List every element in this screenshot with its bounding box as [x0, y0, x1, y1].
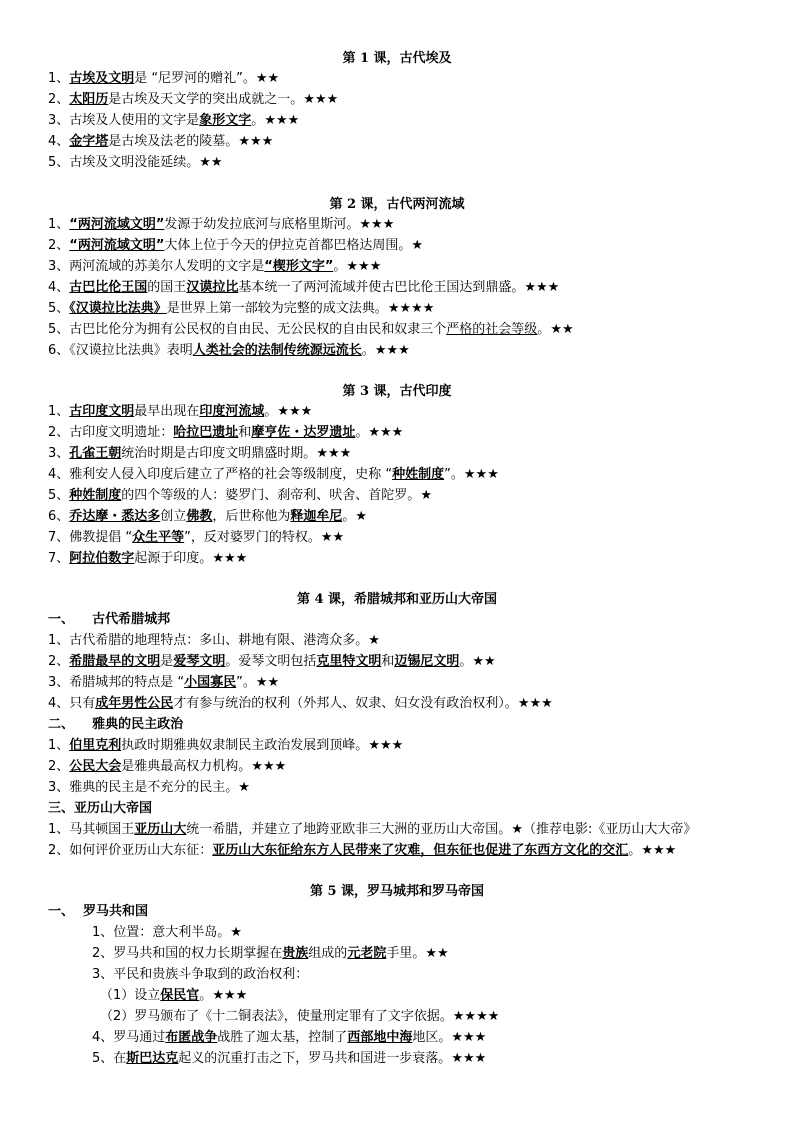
star-rating-icon: ★★★: [346, 259, 382, 274]
line-text: ”，反对婆罗门的特权。: [184, 530, 321, 545]
key-term: 太阳历: [69, 92, 109, 107]
content-line: [48, 424, 403, 442]
line-text: 1、古代希腊的地理特点：多山、耕地有限、港湾众多。: [48, 633, 369, 648]
key-term: 人类社会的法制传统源远流长: [192, 343, 362, 358]
line-text: 4、雅利安人侵入印度后建立了严格的社会等级制度，史称 “: [48, 467, 393, 482]
line-text: （2）罗马颁布了《十二铜表法》，使量刑定罪有了文字依据。: [100, 1009, 453, 1024]
star-rating-icon: ★★★: [264, 113, 300, 128]
star-rating-icon: ★★★: [368, 425, 404, 440]
key-term: 释迦牟尼: [290, 509, 343, 524]
line-text: 。爱琴文明包括: [225, 654, 317, 669]
line-text: 的国王: [147, 280, 187, 295]
line-text: 2、: [48, 238, 70, 253]
content-line: [48, 258, 381, 276]
content-line: [48, 737, 403, 755]
content-line: [92, 945, 449, 963]
line-text: 3、: [48, 446, 70, 461]
line-text: 起义的沉重打击之下，罗马共和国进一步衰落。: [178, 1051, 452, 1066]
key-term: 阿拉伯数字: [69, 551, 135, 566]
line-text: 1、: [48, 71, 70, 86]
content-line: [48, 403, 312, 421]
key-term: 成年男性公民: [95, 696, 174, 711]
content-line: [48, 695, 553, 713]
lesson-title: 第 3 课，古代印度: [342, 384, 452, 399]
key-term: 古巴比伦王国: [69, 280, 148, 295]
line-text: 5、: [48, 488, 70, 503]
content-line: [48, 300, 434, 318]
content-line: [92, 1050, 486, 1068]
content-line: [48, 508, 367, 526]
line-text: 发源于幼发拉底河与底格里斯河。: [164, 217, 360, 232]
line-text: 执政时期雅典奴隶制民主政治发展到顶峰。: [121, 738, 369, 753]
key-term: 《汉谟拉比法典》: [69, 301, 167, 316]
subsection-heading: 一、 罗马共和国: [48, 904, 149, 919]
star-rating-icon: ★★★: [451, 1030, 487, 1045]
star-rating-icon: ★: [355, 509, 368, 524]
subsection-heading: 一、 古代希腊城邦: [48, 612, 171, 627]
key-term: 公民大会: [69, 759, 122, 774]
content-line: [48, 674, 279, 692]
lesson-title: 第 4 课，希腊城邦和亚历山大帝国: [296, 592, 498, 607]
line-text: 1、: [48, 217, 70, 232]
line-text: 。: [199, 988, 213, 1003]
line-text: 。: [333, 259, 347, 274]
content-line: [48, 91, 338, 109]
key-term: “两河流域文明”: [69, 217, 165, 232]
line-text: 1、位置：意大利半岛。: [92, 925, 231, 940]
content-line: [48, 70, 279, 88]
line-text: 和: [381, 654, 395, 669]
content-line: [48, 445, 351, 463]
star-rating-icon: ★★★: [451, 1051, 487, 1066]
key-term: 汉谟拉比: [186, 280, 239, 295]
star-rating-icon: ★★★: [524, 280, 560, 295]
line-text: 3、两河流域的苏美尔人发明的文字是: [48, 259, 265, 274]
line-text: 基本统一了两河流域并使古巴比伦王国达到鼎盛。: [238, 280, 525, 295]
line-text: 2、: [48, 92, 70, 107]
star-rating-icon: ★★★: [463, 467, 499, 482]
content-line: [48, 842, 676, 860]
line-text: 组成的: [308, 946, 348, 961]
content-line: [48, 342, 410, 360]
line-text: 最早出现在: [134, 404, 200, 419]
content-line: [48, 216, 394, 234]
line-text: 是雅典最高权力机构。: [121, 759, 252, 774]
content-line: [48, 800, 152, 818]
line-text: 起源于印度。: [134, 551, 213, 566]
content-line: [92, 924, 242, 942]
key-term: 象形文字: [199, 113, 252, 128]
key-term: 古印度文明: [69, 404, 135, 419]
underlined-term: 严格的社会等级: [446, 322, 538, 337]
line-text: 6、: [48, 509, 70, 524]
star-rating-icon: ★★: [425, 946, 449, 961]
content-line: [48, 611, 170, 629]
content-line: [48, 321, 574, 339]
star-rating-icon: ★★: [255, 71, 280, 86]
content-line: [48, 716, 183, 734]
line-text: 和: [238, 425, 252, 440]
key-term: 斯巴达克: [126, 1051, 179, 1066]
content-line: [92, 1029, 486, 1047]
star-rating-icon: ★★: [550, 322, 574, 337]
content-line: [92, 966, 308, 984]
star-rating-icon: ★★★: [212, 988, 248, 1003]
line-text: 6、《汉谟拉比法典》表明: [48, 343, 193, 358]
star-rating-icon: ★★★: [303, 92, 339, 107]
content-line: [48, 112, 299, 130]
line-text: 统治时期是古印度文明鼎盛时期。: [121, 446, 317, 461]
content-line: [100, 987, 247, 1005]
line-text: 4、罗马通过: [92, 1030, 166, 1045]
line-text: 。: [628, 843, 642, 858]
line-text: 3、雅典的民主是不充分的民主。: [48, 780, 239, 795]
line-text: 。: [251, 113, 265, 128]
key-term: 乔达摩・悉达多: [69, 509, 161, 524]
line-text: ”。: [236, 675, 256, 690]
content-line: [48, 903, 148, 921]
content-line: [48, 758, 286, 776]
line-text: 1、: [48, 404, 70, 419]
star-rating-icon: ★: [511, 822, 523, 837]
star-rating-icon: ★★★: [238, 134, 274, 149]
star-rating-icon: ★★★: [517, 696, 553, 711]
star-rating-icon: ★★★: [374, 343, 410, 358]
line-text: 1、: [48, 738, 70, 753]
content-line: [48, 237, 423, 255]
key-term: 小国寡民: [184, 675, 237, 690]
content-line: [100, 1008, 499, 1026]
line-text: 4、: [48, 280, 70, 295]
star-rating-icon: ★★★★: [387, 301, 435, 316]
content-line: [48, 821, 696, 839]
key-term: “两河流域文明”: [69, 238, 165, 253]
line-text: 的四个等级的人：婆罗门、刹帝利、吠舍、首陀罗。: [121, 488, 421, 503]
key-term: 克里特文明: [316, 654, 382, 669]
line-text: 才有参与统治的权利（外邦人、奴隶、妇女没有政治权利）。: [173, 696, 518, 711]
line-text: 地区。: [412, 1030, 452, 1045]
star-rating-icon: ★★: [320, 530, 345, 545]
star-rating-icon: ★: [411, 238, 424, 253]
line-text: 。: [342, 509, 356, 524]
line-text: 5、在: [92, 1051, 127, 1066]
line-text: 手里。: [386, 946, 426, 961]
line-text: 统一希腊，并建立了地跨亚欧非三大洲的亚历山大帝国。: [186, 822, 512, 837]
content-line: [48, 529, 344, 547]
key-term: 古埃及文明: [69, 71, 135, 86]
subsection-heading: 三、亚历山大帝国: [48, 801, 153, 816]
line-text: 5、: [48, 301, 70, 316]
line-text: （推荐电影:《亚历山大大帝》: [522, 822, 697, 837]
key-term: 爱琴文明: [173, 654, 226, 669]
star-rating-icon: ★★★: [368, 738, 404, 753]
key-term: 孔雀王朝: [69, 446, 122, 461]
line-text: 2、如何评价亚历山大东征：: [48, 843, 213, 858]
key-term: 众生平等: [132, 530, 185, 545]
key-term: 伯里克利: [69, 738, 122, 753]
line-text: 1、马其顿国王: [48, 822, 135, 837]
star-rating-icon: ★: [420, 488, 432, 503]
line-text: 4、只有: [48, 696, 96, 711]
line-text: 3、平民和贵族斗争取到的政治权利：: [92, 967, 309, 982]
content-line: [48, 779, 250, 797]
line-text: 。: [459, 654, 473, 669]
key-term: 种姓制度: [392, 467, 445, 482]
line-text: 。: [355, 425, 369, 440]
content-line: [48, 133, 273, 151]
line-text: ”。: [444, 467, 464, 482]
key-term: 亚历山大: [134, 822, 187, 837]
line-text: 。: [264, 404, 278, 419]
star-rating-icon: ★★: [255, 675, 280, 690]
line-text: 。: [361, 343, 375, 358]
line-text: 是古埃及天文学的突出成就之一。: [108, 92, 304, 107]
star-rating-icon: ★: [230, 925, 242, 940]
star-rating-icon: ★★★: [359, 217, 395, 232]
key-term: 布匿战争: [165, 1030, 218, 1045]
star-rating-icon: ★★★: [316, 446, 352, 461]
lesson-title: 第 2 课，古代两河流域: [329, 197, 465, 212]
lesson-title: 第 5 课，罗马城邦和罗马帝国: [309, 884, 485, 899]
content-line: [48, 279, 559, 297]
line-text: 5、古埃及文明没能延续。: [48, 155, 200, 170]
content-line: [48, 466, 499, 484]
key-term: 摩亨佐・达罗遗址: [251, 425, 356, 440]
subsection-heading: 二、 雅典的民主政治: [48, 717, 184, 732]
star-rating-icon: ★: [238, 780, 250, 795]
content-line: [48, 632, 380, 650]
line-text: 3、古埃及人使用的文字是: [48, 113, 200, 128]
line-text: 2、罗马共和国的权力长期掌握在: [92, 946, 283, 961]
key-term: 印度河流域: [199, 404, 265, 419]
key-term: 亚历山大东征给东方人民带来了灾难，但东征也促进了东西方文化的交汇: [212, 843, 629, 858]
line-text: 是世界上第一部较为完整的成文法典。: [166, 301, 388, 316]
key-term: 元老院: [347, 946, 387, 961]
star-rating-icon: ★★★★: [452, 1009, 500, 1024]
line-text: 2、古印度文明遗址：: [48, 425, 174, 440]
key-term: 哈拉巴遗址: [173, 425, 239, 440]
line-text: 2、: [48, 759, 70, 774]
content-line: [48, 550, 247, 568]
line-text: 创立: [160, 509, 187, 524]
line-text: 3、希腊城邦的特点是 “: [48, 675, 185, 690]
line-text: 大体上位于今天的伊拉克首都巴格达周围。: [164, 238, 412, 253]
line-text: 是 “尼罗河的赠礼”。: [134, 71, 256, 86]
line-text: 5、古巴比伦分为拥有公民权的自由民、无公民权的自由民和奴隶三个: [48, 322, 447, 337]
line-text: 7、: [48, 551, 70, 566]
line-text: 2、: [48, 654, 70, 669]
key-term: “楔形文字”: [264, 259, 334, 274]
line-text: 。: [537, 322, 551, 337]
key-term: 保民官: [160, 988, 200, 1003]
line-text: ，后世称他为: [212, 509, 291, 524]
lesson-title: 第 1 课，古代埃及: [342, 51, 452, 66]
key-term: 西部地中海: [347, 1030, 413, 1045]
content-line: [48, 487, 432, 505]
content-line: [48, 154, 223, 172]
line-text: （1）设立: [100, 988, 161, 1003]
line-text: 4、: [48, 134, 70, 149]
star-rating-icon: ★★★: [212, 551, 248, 566]
line-text: 是古埃及法老的陵墓。: [108, 134, 239, 149]
key-term: 贵族: [282, 946, 309, 961]
star-rating-icon: ★★★: [641, 843, 677, 858]
line-text: 是: [160, 654, 174, 669]
key-term: 佛教: [186, 509, 213, 524]
star-rating-icon: ★★★: [251, 759, 287, 774]
content-line: [48, 653, 496, 671]
key-term: 种姓制度: [69, 488, 122, 503]
star-rating-icon: ★★: [472, 654, 496, 669]
star-rating-icon: ★★★: [277, 404, 313, 419]
star-rating-icon: ★: [368, 633, 380, 648]
key-term: 希腊最早的文明: [69, 654, 161, 669]
line-text: 7、佛教提倡 “: [48, 530, 133, 545]
key-term: 金字塔: [69, 134, 109, 149]
line-text: 战胜了迦太基，控制了: [217, 1030, 348, 1045]
key-term: 迈锡尼文明: [394, 654, 460, 669]
star-rating-icon: ★★: [199, 155, 223, 170]
